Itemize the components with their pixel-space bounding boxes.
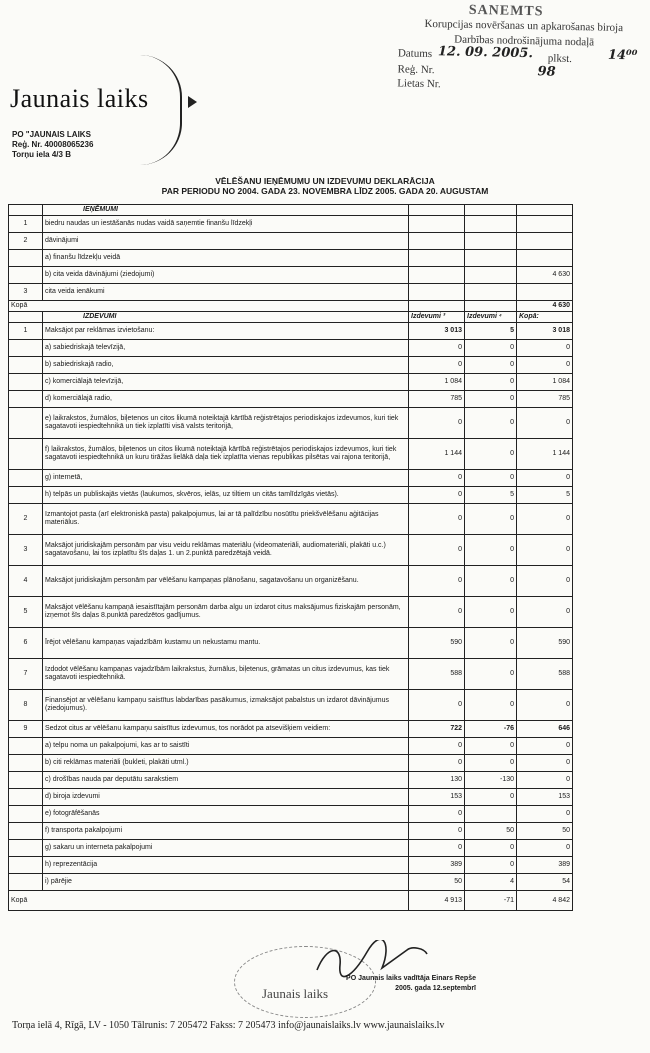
expense-value-1: 0: [409, 806, 465, 823]
income-value-1: [409, 284, 465, 301]
expense-num: [9, 374, 43, 391]
expense-value-3: 54: [517, 874, 573, 891]
expense-row: [9, 874, 573, 891]
expense-value-1: 0: [409, 597, 465, 628]
expense-label: Izmantojot pasta (arī elektroniskā pasta) pakalpojumus, lai ar tā palīdzību nosūtītu priekšvēlēšanu aģitācijas materiālus.: [43, 504, 409, 535]
expense-row: [9, 628, 573, 659]
expense-num: 9: [9, 721, 43, 738]
organization-info: [12, 130, 93, 160]
expense-value-2: 5: [465, 323, 517, 340]
expense-num: [9, 823, 43, 840]
expense-num: 6: [9, 628, 43, 659]
expense-num: [9, 439, 43, 470]
expense-value-3: 0: [517, 504, 573, 535]
income-value-2: [465, 284, 517, 301]
expense-label: c) drošības nauda par deputātu sarakstiem: [43, 772, 409, 789]
expense-value-1: 1 084: [409, 374, 465, 391]
expense-num: [9, 772, 43, 789]
income-value-2: [465, 250, 517, 267]
expense-num: 2: [9, 504, 43, 535]
expense-value-2: [465, 806, 517, 823]
org-name: PO "JAUNAIS LAIKS: [12, 130, 91, 139]
expense-value-3: 0: [517, 755, 573, 772]
income-label: dāvinājumi: [43, 233, 409, 250]
expense-num: [9, 391, 43, 408]
expense-value-1: 0: [409, 738, 465, 755]
income-num: [9, 250, 43, 267]
expense-value-1: 50: [409, 874, 465, 891]
expense-value-2: 0: [465, 357, 517, 374]
income-num: [9, 267, 43, 284]
expense-value-2: 0: [465, 755, 517, 772]
expense-row: [9, 470, 573, 487]
expense-value-1: 0: [409, 487, 465, 504]
expense-value-2: 0: [465, 535, 517, 566]
seal-logo: Jaunais laiks: [262, 986, 329, 1001]
expense-value-2: 0: [465, 374, 517, 391]
expense-row: [9, 738, 573, 755]
expense-label: g) internetā,: [43, 470, 409, 487]
expenses-total-v3: 4 842: [517, 891, 573, 911]
expense-num: [9, 857, 43, 874]
expense-value-2: 0: [465, 340, 517, 357]
expense-label: i) pārējie: [43, 874, 409, 891]
income-row: [9, 284, 573, 301]
expense-row: [9, 755, 573, 772]
expense-value-1: 785: [409, 391, 465, 408]
expense-value-3: 0: [517, 408, 573, 439]
expense-value-1: 0: [409, 840, 465, 857]
income-value-3: 4 630: [517, 267, 573, 284]
expense-label: a) sabiedriskajā televīzijā,: [43, 340, 409, 357]
expense-row: [9, 374, 573, 391]
income-label: b) cita veida dāvinājumi (ziedojumi): [43, 267, 409, 284]
expense-value-3: 590: [517, 628, 573, 659]
expense-value-1: 0: [409, 823, 465, 840]
expense-value-2: -76: [465, 721, 517, 738]
expense-value-2: 0: [465, 659, 517, 690]
expense-value-1: 0: [409, 535, 465, 566]
expense-row: [9, 391, 573, 408]
income-value-2: [465, 233, 517, 250]
expense-value-1: 590: [409, 628, 465, 659]
expense-value-1: 0: [409, 357, 465, 374]
expense-value-3: 0: [517, 840, 573, 857]
income-total-value: 4 630: [517, 301, 573, 312]
income-total-row: [9, 301, 573, 312]
expense-label: h) reprezentācija: [43, 857, 409, 874]
expense-value-2: 0: [465, 857, 517, 874]
expense-row: [9, 721, 573, 738]
income-value-3: [517, 250, 573, 267]
expense-row: [9, 690, 573, 721]
stamp-title: SANEMTS: [468, 2, 544, 20]
expense-value-2: 0: [465, 408, 517, 439]
expense-value-3: 0: [517, 738, 573, 755]
expense-row: [9, 840, 573, 857]
income-value-1: [409, 267, 465, 284]
expense-value-2: 5: [465, 487, 517, 504]
expense-num: 1: [9, 323, 43, 340]
expense-value-3: 389: [517, 857, 573, 874]
expense-value-1: 0: [409, 755, 465, 772]
expense-value-1: 0: [409, 340, 465, 357]
expense-num: [9, 738, 43, 755]
expense-value-3: 0: [517, 806, 573, 823]
expense-row: [9, 439, 573, 470]
expense-label: d) biroja izdevumi: [43, 789, 409, 806]
expense-num: 4: [9, 566, 43, 597]
income-value-3: [517, 284, 573, 301]
expense-value-2: 0: [465, 504, 517, 535]
expense-row: [9, 535, 573, 566]
expense-label: b) citi reklāmas materiāli (bukleti, plakāti utml.): [43, 755, 409, 772]
party-logo: Jaunais laiks: [10, 84, 149, 113]
expense-num: [9, 755, 43, 772]
org-address: Torņu iela 4/3 B: [12, 150, 71, 159]
expense-num: [9, 806, 43, 823]
expenses-total-row: [9, 891, 573, 911]
expense-value-2: 0: [465, 566, 517, 597]
expense-num: [9, 874, 43, 891]
expense-value-3: 0: [517, 470, 573, 487]
expense-value-2: 0: [465, 738, 517, 755]
stamp-reg-label: Reģ. Nr.: [397, 63, 435, 77]
expense-row: [9, 806, 573, 823]
expense-value-3: 50: [517, 823, 573, 840]
expenses-total-v2: -71: [465, 891, 517, 911]
expense-value-1: 3 013: [409, 323, 465, 340]
expense-row: [9, 597, 573, 628]
income-value-1: [409, 216, 465, 233]
document-title: [0, 176, 650, 196]
org-reg: Reģ. Nr. 40008065236: [12, 140, 94, 149]
expense-label: f) laikrakstos, žurnālos, biļetenos un citos likumā noteiktajā kārtībā reģistrētajos periodiskajos izdevumos, kuri tiek sagatavoti iespiedtehnikā un kuru tirāžas lielākā daļa tiek izplatīta vienas republikas pilsētas vai rajona teritorijā,: [43, 439, 409, 470]
expense-value-3: 0: [517, 340, 573, 357]
signatory-line-1: PO Jaunais laiks vadītāja Einars Repše: [346, 975, 476, 982]
expense-value-3: 1 084: [517, 374, 573, 391]
signatory-line-2: 2005. gada 12.septembrī: [395, 985, 476, 992]
expense-value-1: 0: [409, 408, 465, 439]
expense-label: Finansējot ar vēlēšanu kampaņu saistītus labdarības pasākumus, izmaksājot pabalstus un izdarot dāvinājumus (ziedojumus).: [43, 690, 409, 721]
expense-num: [9, 789, 43, 806]
expense-value-2: 4: [465, 874, 517, 891]
expense-value-3: 0: [517, 597, 573, 628]
expense-num: [9, 408, 43, 439]
expense-label: g) sakaru un interneta pakalpojumi: [43, 840, 409, 857]
expense-value-2: 0: [465, 690, 517, 721]
expense-row: [9, 566, 573, 597]
expense-value-2: 50: [465, 823, 517, 840]
expense-label: Maksājot par reklāmas izvietošanu:: [43, 323, 409, 340]
expense-value-3: 3 018: [517, 323, 573, 340]
income-row: [9, 267, 573, 284]
income-value-3: [517, 216, 573, 233]
expenses-col-3: Kopā:: [517, 312, 573, 323]
expense-value-1: 153: [409, 789, 465, 806]
expense-value-1: 1 144: [409, 439, 465, 470]
expense-label: d) komerciālajā radio,: [43, 391, 409, 408]
income-value-1: [409, 233, 465, 250]
expense-value-1: 130: [409, 772, 465, 789]
income-num: 2: [9, 233, 43, 250]
expense-num: [9, 840, 43, 857]
expense-label: a) telpu noma un pakalpojumi, kas ar to saistīti: [43, 738, 409, 755]
expense-row: [9, 659, 573, 690]
stamp-date-label: Datums: [397, 47, 433, 61]
expense-label: e) fotogrāfēšanās: [43, 806, 409, 823]
expense-label: f) transporta pakalpojumi: [43, 823, 409, 840]
expense-num: 3: [9, 535, 43, 566]
expenses-total-v1: 4 913: [409, 891, 465, 911]
logo-triangle-icon: [188, 96, 197, 108]
expense-label: e) laikrakstos, žurnālos, biļetenos un citos likumā noteiktajā kārtībā reģistrētajos periodiskajos izdevumos, kuri tiek sagatavoti iespiedtehnikā un tiek izplatīti visā valsts teritorijā,: [43, 408, 409, 439]
expense-label: Izdodot vēlēšanu kampaņas vajadzībām laikrakstus, žurnālus, biļetenus, grāmatas un citus izdevumus, kas tiek sagatavoti iespiedtehnikā.: [43, 659, 409, 690]
expense-row: [9, 357, 573, 374]
income-value-2: [465, 267, 517, 284]
expense-value-3: 0: [517, 772, 573, 789]
expense-value-3: 0: [517, 690, 573, 721]
expense-num: 5: [9, 597, 43, 628]
expenses-header: IZDEVUMI: [43, 312, 409, 323]
expenses-total-label: Kopā: [9, 891, 409, 911]
expense-value-3: 0: [517, 566, 573, 597]
expense-value-1: 722: [409, 721, 465, 738]
expense-value-1: 389: [409, 857, 465, 874]
expense-label: Maksājot vēlēšanu kampaņā iesaistītajām personām darba algu un izdarot citus maksājumus fiziskajām personām, izņemot šīs daļas 8.punktā paredzētos gadījumus.: [43, 597, 409, 628]
expense-value-1: 0: [409, 504, 465, 535]
expense-value-3: 588: [517, 659, 573, 690]
title-line-1: VĒLĒŠANU IEŅĒMUMU UN IZDEVUMU DEKLARĀCIJA: [215, 176, 435, 186]
income-value-3: [517, 233, 573, 250]
expense-row: [9, 857, 573, 874]
income-row: [9, 233, 573, 250]
expense-row: [9, 504, 573, 535]
expense-value-1: 0: [409, 470, 465, 487]
expense-value-3: 5: [517, 487, 573, 504]
expense-row: [9, 487, 573, 504]
stamp-case-label: Lietas Nr.: [397, 77, 441, 91]
expense-value-3: 785: [517, 391, 573, 408]
footer-contact: Torņa ielā 4, Rīgā, LV - 1050 Tālrunis: 7 205472 Fakss: 7 205473 info@jaunaislaiks.lv www.jaunaislaiks.lv: [12, 1020, 445, 1031]
expense-value-3: 0: [517, 535, 573, 566]
income-header-row: [9, 205, 573, 216]
expense-label: Maksājot juridiskajām personām par vēlēšanu kampaņas plānošanu, sagatavošanu un organizēšanu.: [43, 566, 409, 597]
expense-label: c) komerciālajā televīzijā,: [43, 374, 409, 391]
income-label: biedru naudas un iestāšanās nudas vaidā saņemtie finanšu līdzekļi: [43, 216, 409, 233]
logo-arc-mark: [140, 55, 182, 165]
title-line-2: PAR PERIODU NO 2004. GADA 23. NOVEMBRA LĪDZ 2005. GADA 20. AUGUSTAM: [161, 186, 489, 196]
stamp-date-value: 12. 09. 2005.: [437, 44, 534, 62]
expense-value-3: 1 144: [517, 439, 573, 470]
expense-num: [9, 487, 43, 504]
income-label: a) finanšu līdzekļu veidā: [43, 250, 409, 267]
expense-value-3: 153: [517, 789, 573, 806]
expense-row: [9, 789, 573, 806]
expense-label: b) sabiedriskajā radio,: [43, 357, 409, 374]
stamp-line-1: Korupcijas novēršanas un apkarošanas biroja: [424, 17, 624, 35]
expense-value-2: 0: [465, 470, 517, 487]
income-value-2: [465, 216, 517, 233]
expense-value-2: -130: [465, 772, 517, 789]
expense-num: 8: [9, 690, 43, 721]
expense-num: [9, 470, 43, 487]
received-stamp: [397, 1, 650, 98]
income-total-label: Kopā: [9, 301, 409, 312]
expense-value-2: 0: [465, 597, 517, 628]
expense-label: Maksājot juridiskajām personām par visu veidu reklāmas materiālu (videomateriāli, audiomateriāli, plakāti u.c.) sagatavošanu, lai tos izplatītu šīs daļas 1. un 2.punktā paredzētajā veidā.: [43, 535, 409, 566]
expense-value-1: 588: [409, 659, 465, 690]
signature-area: [230, 940, 480, 1020]
expense-row: [9, 323, 573, 340]
expense-value-3: 0: [517, 357, 573, 374]
expense-value-2: 0: [465, 391, 517, 408]
expense-value-3: 646: [517, 721, 573, 738]
income-row: [9, 216, 573, 233]
expenses-col-1: Izdevumi ³: [409, 312, 465, 323]
income-row: [9, 250, 573, 267]
stamp-reg-value: 98: [537, 64, 556, 80]
income-num: 3: [9, 284, 43, 301]
expense-value-2: 0: [465, 439, 517, 470]
expenses-header-row: [9, 312, 573, 323]
expense-value-1: 0: [409, 566, 465, 597]
income-label: cita veida ienākumi: [43, 284, 409, 301]
signatory-block: [326, 974, 476, 994]
expense-num: [9, 357, 43, 374]
expense-value-2: 0: [465, 789, 517, 806]
expenses-col-2: Izdevumi ⁴: [465, 312, 517, 323]
declaration-table: [8, 204, 573, 911]
expense-label: h) telpās un publiskajās vietās (laukumos, skvēros, ielās, uz tiltiem un citās tamlīdzīgās vietās).: [43, 487, 409, 504]
stamp-line-2: Darbības nodrošinājuma nodaļā: [454, 33, 595, 49]
expense-label: Īrējot vēlēšanu kampaņas vajadzībām kustamu un nekustamu mantu.: [43, 628, 409, 659]
expense-num: 7: [9, 659, 43, 690]
expense-row: [9, 823, 573, 840]
expense-label: Sedzot citus ar vēlēšanu kampaņu saistītus izdevumus, tos norādot pa atsevišķiem veidiem:: [43, 721, 409, 738]
expense-num: [9, 340, 43, 357]
income-value-1: [409, 250, 465, 267]
stamp-time-value: 14⁰⁰: [607, 47, 638, 64]
income-num: 1: [9, 216, 43, 233]
expense-row: [9, 772, 573, 789]
income-header: IEŅĒMUMI: [43, 205, 409, 216]
expense-value-2: 0: [465, 840, 517, 857]
expense-value-2: 0: [465, 628, 517, 659]
expense-row: [9, 408, 573, 439]
expense-row: [9, 340, 573, 357]
stamp-time-label: plkst.: [547, 52, 573, 66]
expense-value-1: 0: [409, 690, 465, 721]
